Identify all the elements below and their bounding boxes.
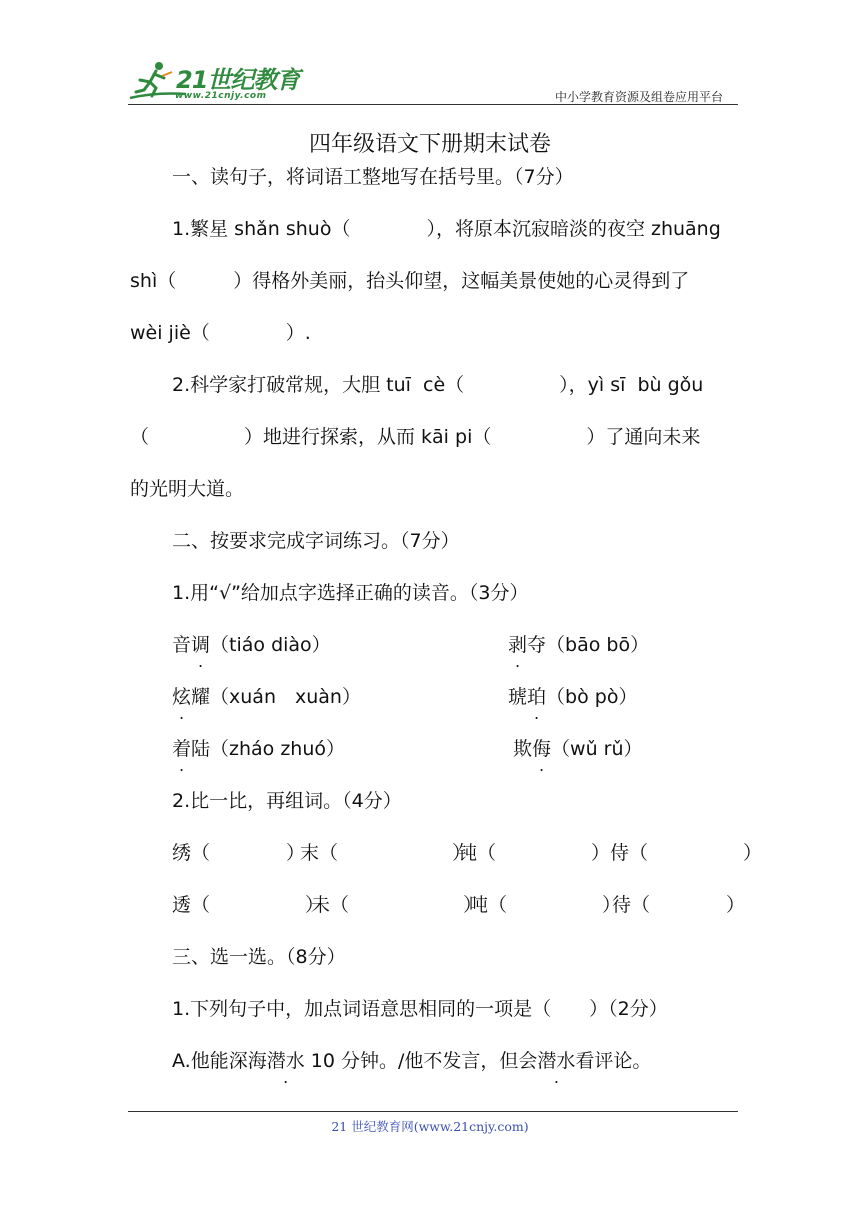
- footer-link[interactable]: 21 世纪教育网(www.21cnjy.com): [331, 1119, 529, 1134]
- compare-xiu: 绣（ ）: [172, 842, 306, 864]
- header-divider: [128, 104, 738, 105]
- logo-text: 21世纪教育: [176, 66, 300, 94]
- s1-q2-line-3: 的光明大道。: [130, 478, 245, 500]
- s1-q1-line-2: shì（ ）得格外美丽，抬头仰望，这幅美景使她的心灵得到了: [130, 270, 690, 292]
- s1-q1-line-3: wèi jiè（ ）.: [130, 322, 311, 344]
- page-title: 四年级语文下册期末试卷: [308, 132, 551, 157]
- compare-dai: 待（ ）: [612, 894, 746, 916]
- logo-url: www.21cnjy.com: [175, 91, 267, 101]
- pinyin-item-bopo: 琥珀（bò pò）: [508, 686, 638, 708]
- compare-shi: 侍（ ）: [610, 842, 763, 864]
- s3-option-a: A.他能深海潜水 10 分钟。/他不发言，但会潜水看评论。: [172, 1050, 652, 1072]
- pinyin-item-tiaodiao: 音调（tiáo diào）: [172, 634, 331, 656]
- section-3-heading: 三、选一选。（8分）: [172, 946, 346, 968]
- section-1-heading: 一、读句子，将词语工整地写在括号里。（7分）: [172, 166, 574, 188]
- compare-tou: 透（ ）: [172, 894, 325, 916]
- compare-tun: 吨（ ）: [469, 894, 622, 916]
- pinyin-item-zhaozhuo: 着陆（zháo zhuó）: [172, 738, 346, 760]
- pinyin-item-baobo: 剥夺（bāo bō）: [508, 634, 650, 656]
- s1-q1-line-1: 1.繁星 shǎn shuò（ ），将原本沉寂暗淡的夜空 zhuāng: [172, 218, 721, 240]
- compare-wei: 未（ ）: [311, 894, 483, 916]
- header-platform-text: 中小学教育资源及组卷应用平台: [554, 90, 723, 104]
- footer-divider: [128, 1111, 738, 1112]
- s1-q2-line-2: （ ）地进行探索，从而 kāi pi（ ）了通向未来: [130, 426, 701, 448]
- compare-mo: 末（ ）: [300, 842, 472, 864]
- compare-dun: 钝（ ）: [458, 842, 611, 864]
- s3-q1: 1.下列句子中，加点词语意思相同的一项是（ ）（2分）: [172, 998, 668, 1020]
- section-2-heading: 二、按要求完成字词练习。（7分）: [172, 530, 460, 552]
- s2-q1: 1.用“√”给加点字选择正确的读音。（3分）: [172, 582, 529, 604]
- pinyin-item-wuru: 欺侮（wǔ rǔ）: [513, 738, 643, 760]
- s2-q2: 2.比一比，再组词。（4分）: [172, 790, 402, 812]
- pinyin-item-xuan: 炫耀（xuán xuàn）: [172, 686, 361, 708]
- s1-q2-line-1: 2.科学家打破常规，大胆 tuī cè（ ），yì sī bù gǒu: [172, 374, 704, 396]
